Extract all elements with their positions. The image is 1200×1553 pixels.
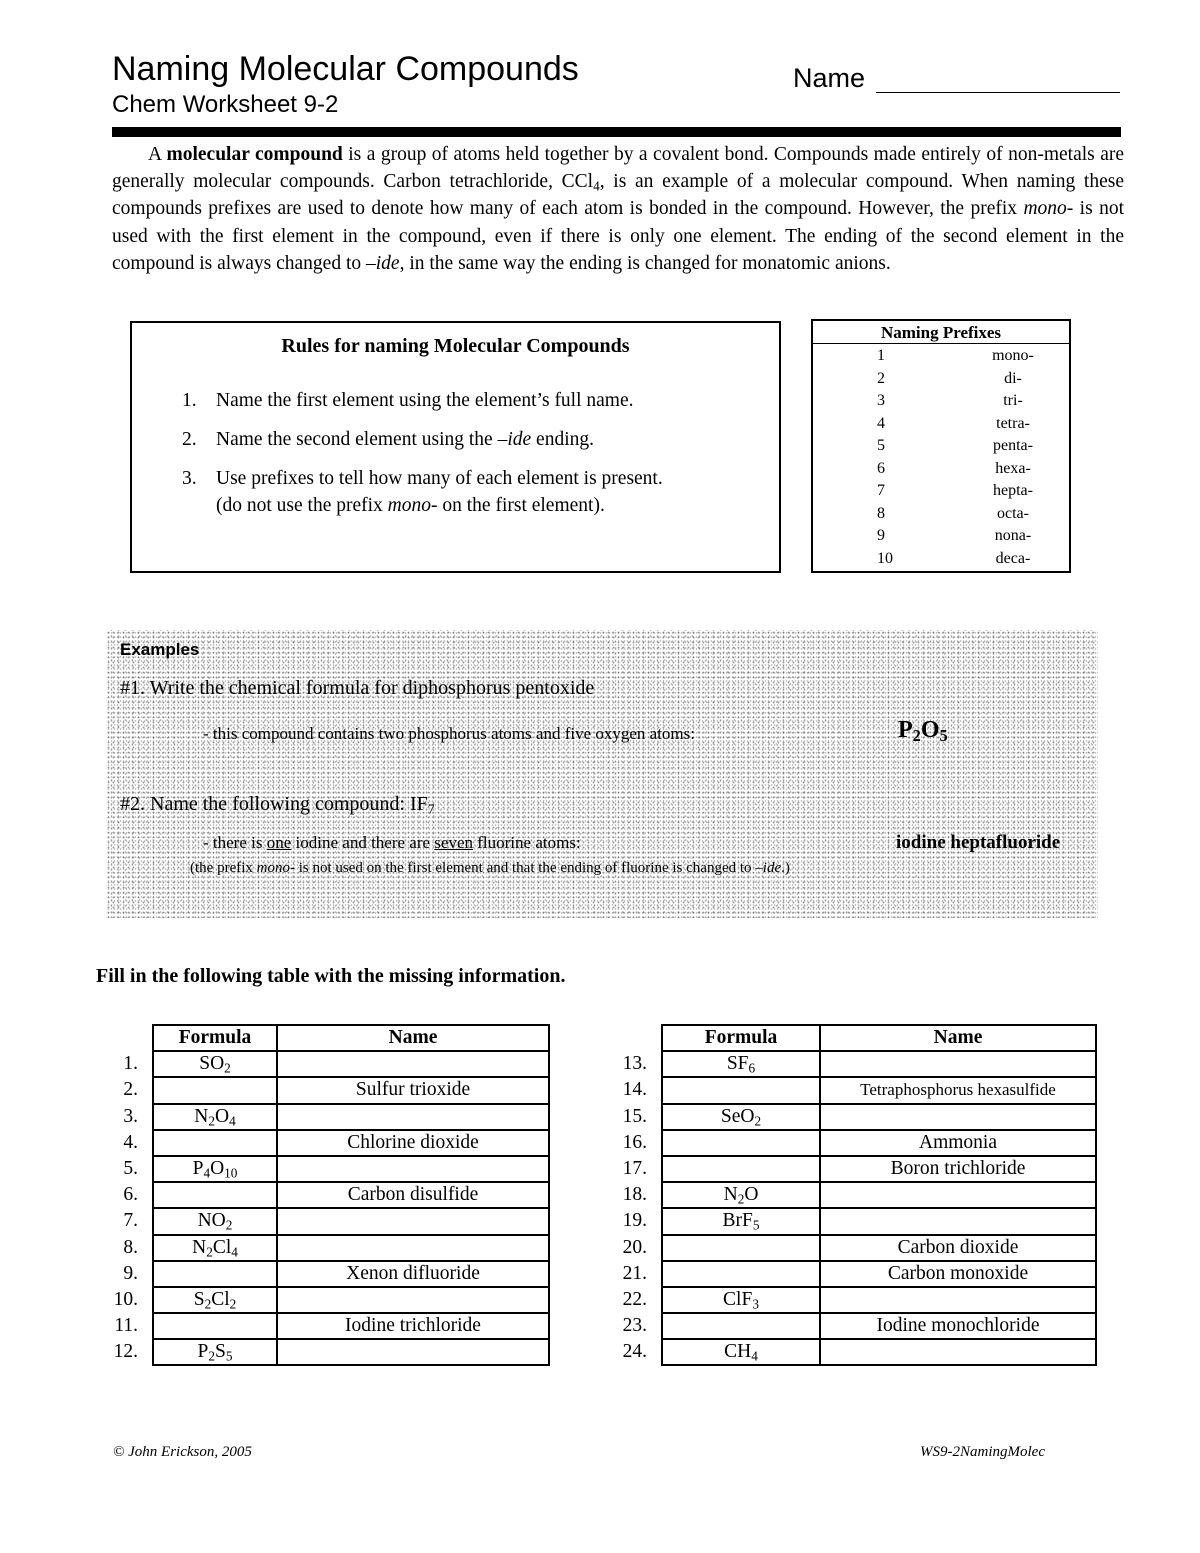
table-row — [100, 1235, 549, 1261]
row-number: 24. — [622, 1341, 647, 1363]
prefix-name: octa- — [997, 504, 1029, 522]
prefix-name: deca- — [995, 549, 1031, 567]
prefix-name: di- — [1004, 369, 1022, 387]
prefix-row — [813, 435, 1069, 458]
table-row — [600, 1313, 1096, 1339]
row-number: 8. — [123, 1236, 138, 1258]
note-italic: –ide — [755, 860, 782, 876]
rule-text: ending. — [531, 429, 594, 450]
table-row — [100, 1156, 549, 1182]
prefix-name: hepta- — [993, 482, 1033, 499]
name-cell: Iodine monochloride — [820, 1313, 1096, 1339]
name-cell[interactable] — [820, 1051, 1096, 1077]
name-cell[interactable] — [277, 1208, 549, 1234]
formula-cell[interactable] — [662, 1130, 820, 1156]
prefix-number: 2 — [877, 369, 885, 387]
table-row — [600, 1130, 1096, 1156]
note-text: .) — [781, 860, 790, 876]
prefix-name: tetra- — [996, 414, 1030, 432]
formula-header: Formula — [153, 1025, 277, 1051]
rule-number: 1. — [182, 390, 197, 411]
note-text: is not used on the first element and that the ending of fluorine is changed to — [294, 860, 756, 876]
answer-element: O — [920, 717, 940, 743]
name-cell[interactable] — [277, 1235, 549, 1261]
example-2-note — [190, 860, 790, 877]
rule-number: 3. — [182, 468, 197, 489]
formula-cell[interactable] — [153, 1077, 277, 1103]
formula-cell: $NO_2$ — [153, 1208, 277, 1234]
header-divider — [112, 127, 1121, 137]
prefix-row — [813, 525, 1069, 548]
rule-italic: –ide — [497, 429, 532, 450]
prefix-row — [813, 480, 1069, 503]
examples-panel — [106, 630, 1098, 918]
name-cell[interactable] — [820, 1104, 1096, 1130]
name-cell: Carbon dioxide — [820, 1235, 1096, 1261]
row-number: 14. — [622, 1079, 647, 1101]
name-cell[interactable] — [277, 1104, 549, 1130]
table-row — [600, 1156, 1096, 1182]
answer-subscript: 2 — [912, 726, 921, 746]
row-number: 7. — [123, 1210, 138, 1232]
table-row — [600, 1287, 1096, 1313]
formula-cell: ClF$_3$ — [662, 1287, 820, 1313]
name-cell: Chlorine dioxide — [277, 1130, 549, 1156]
row-number: 19. — [622, 1210, 647, 1232]
row-number: 18. — [622, 1184, 647, 1206]
prefix-row — [813, 368, 1069, 391]
page-title: Naming Molecular Compounds — [112, 50, 579, 88]
row-number: 6. — [123, 1184, 138, 1206]
name-cell[interactable] — [277, 1287, 549, 1313]
blank-header — [100, 1025, 153, 1051]
rule-text: (do not use the prefix — [216, 495, 388, 516]
table-row — [600, 1051, 1096, 1077]
formula-cell[interactable] — [662, 1313, 820, 1339]
formula-cell[interactable] — [662, 1077, 820, 1103]
formula-cell[interactable] — [153, 1313, 277, 1339]
name-cell: Boron trichloride — [820, 1156, 1096, 1182]
row-number: 2. — [123, 1079, 138, 1101]
fill-in-heading: Fill in the following table with the missing information. — [96, 965, 566, 987]
intro-text: is a group of atoms held together by a covalent bond. Compounds made entirely of non-metals are generally molecular compounds. Carbon tetrachloride, CCl — [112, 144, 1124, 193]
footer-document-id: WS9-2NamingMolec — [920, 1444, 1045, 1460]
table-row — [600, 1261, 1096, 1287]
prefix-name: penta- — [993, 437, 1033, 454]
row-number: 1. — [123, 1053, 138, 1075]
formula-cell: $SF_6$ — [662, 1051, 820, 1077]
name-cell: Ammonia — [820, 1130, 1096, 1156]
rule-item — [182, 387, 634, 414]
table-row — [100, 1261, 549, 1287]
intro-text: A — [148, 144, 167, 165]
name-blank-line[interactable] — [876, 92, 1120, 93]
prefix-number: 6 — [877, 459, 885, 477]
prefix-name: mono- — [992, 347, 1034, 364]
intro-text: is not used with the first element in the compound, even if there is only one element. The ending of the second element in the compound is always changed to — [112, 198, 1124, 274]
table-row — [100, 1339, 549, 1365]
table-row — [600, 1208, 1096, 1234]
prefix-row — [813, 413, 1069, 436]
row-number: 15. — [622, 1105, 647, 1127]
worksheet-table-left — [100, 1024, 550, 1366]
example-2-description — [203, 833, 581, 853]
table-row — [600, 1235, 1096, 1261]
prefix-number: 8 — [877, 504, 885, 522]
answer-subscript: 5 — [939, 726, 948, 746]
rules-heading: Rules for naming Molecular Compounds — [281, 335, 630, 357]
formula-cell: BrF$_5$ — [662, 1208, 820, 1234]
name-cell: Sulfur trioxide — [277, 1077, 549, 1103]
table-row — [100, 1287, 549, 1313]
formula-cell: $N_2O$ — [662, 1182, 820, 1208]
row-number: 5. — [123, 1158, 138, 1180]
formula-cell[interactable] — [153, 1130, 277, 1156]
prefix-number: 3 — [877, 392, 885, 409]
desc-underlined: one — [266, 833, 292, 852]
row-number: 23. — [622, 1315, 647, 1337]
prefix-row — [813, 345, 1069, 368]
footer-copyright: © John Erickson, 2005 — [113, 1444, 252, 1460]
prefix-name: nona- — [994, 527, 1032, 544]
name-cell[interactable] — [277, 1051, 549, 1077]
intro-text: , in the same way the ending is changed for monatomic anions. — [399, 252, 891, 274]
prefix-row — [813, 390, 1069, 413]
intro-text: , is an example of a molecular compound. When naming these compounds prefixes are used to denote how many of each atom is bonded in the compound. However, the prefix — [112, 171, 1124, 220]
table-row — [600, 1182, 1096, 1208]
rule-text: Name the second element using the — [216, 429, 498, 450]
naming-prefixes-box — [811, 319, 1071, 573]
formula-cell: $N_2O_4$ — [153, 1104, 277, 1130]
name-cell: Carbon disulfide — [277, 1182, 549, 1208]
prefix-name: tri- — [1003, 392, 1023, 409]
rule-text: on the first element). — [437, 495, 605, 516]
formula-cell[interactable] — [153, 1261, 277, 1287]
row-number: 13. — [622, 1053, 647, 1075]
rule-item — [182, 426, 594, 453]
answer-element: P — [898, 717, 913, 743]
table-row — [100, 1130, 549, 1156]
intro-subscript: 4 — [593, 178, 600, 194]
formula-cell: $S_2Cl_2$ — [153, 1287, 277, 1313]
prefix-name: hexa- — [995, 459, 1031, 477]
worksheet-table-right — [600, 1024, 1097, 1366]
row-number: 3. — [123, 1105, 138, 1127]
intro-paragraph — [112, 141, 1124, 277]
table-header-row — [600, 1025, 1096, 1051]
row-number: 17. — [622, 1158, 647, 1180]
desc-text: fluorine atoms: — [473, 833, 581, 852]
formula-header: Formula — [662, 1025, 820, 1051]
rule-text: Use prefixes to tell how many of each element is present. — [216, 468, 663, 489]
name-cell[interactable] — [820, 1339, 1096, 1365]
name-header: Name — [820, 1025, 1096, 1051]
rules-box — [130, 321, 781, 573]
row-number: 12. — [113, 1341, 138, 1363]
page-subtitle: Chem Worksheet 9-2 — [112, 91, 339, 118]
examples-label: Examples — [120, 640, 200, 659]
rule-continuation — [182, 492, 663, 519]
name-cell[interactable] — [820, 1287, 1096, 1313]
example-2-prompt-text: #2. Name the following compound: IF — [120, 793, 428, 815]
formula-cell: $CH_4$ — [662, 1339, 820, 1365]
example-1-description: - this compound contains two phosphorus atoms and five oxygen atoms: — [203, 724, 695, 743]
name-cell: Xenon difluoride — [277, 1261, 549, 1287]
formula-cell: SeO$_2$ — [662, 1104, 820, 1130]
table-row — [100, 1077, 549, 1103]
table-row — [100, 1208, 549, 1234]
name-cell[interactable] — [277, 1156, 549, 1182]
name-header: Name — [277, 1025, 549, 1051]
example-2-prompt — [120, 793, 435, 816]
example-1-prompt: #1. Write the chemical formula for diphosphorus pentoxide — [120, 677, 595, 699]
formula-cell: $P_2S_5$ — [153, 1339, 277, 1365]
table-row — [100, 1051, 549, 1077]
prefix-number: 7 — [877, 482, 885, 499]
name-cell: Iodine trichloride — [277, 1313, 549, 1339]
prefix-row — [813, 503, 1069, 526]
row-number: 4. — [123, 1131, 138, 1153]
prefix-number: 10 — [877, 549, 893, 567]
example-2-subscript: 7 — [427, 801, 435, 817]
name-cell[interactable] — [277, 1339, 549, 1365]
table-row — [100, 1104, 549, 1130]
note-text: (the prefix — [190, 860, 257, 876]
row-number: 11. — [114, 1315, 138, 1337]
formula-cell: $P_4O_{10}$ — [153, 1156, 277, 1182]
formula-cell[interactable] — [662, 1156, 820, 1182]
note-italic: mono- — [256, 860, 295, 876]
desc-text: - there is — [203, 833, 267, 852]
prefix-number: 4 — [877, 414, 885, 432]
table-row — [600, 1104, 1096, 1130]
table-header-row — [100, 1025, 549, 1051]
name-cell: Carbon monoxide — [820, 1261, 1096, 1287]
prefix-number: 9 — [877, 527, 885, 544]
row-number: 9. — [123, 1262, 138, 1284]
prefixes-heading: Naming Prefixes — [813, 321, 1069, 344]
prefix-number: 5 — [877, 437, 885, 454]
prefix-number: 1 — [877, 347, 885, 364]
desc-underlined: seven — [434, 833, 474, 852]
name-label: Name — [793, 63, 866, 93]
name-cell[interactable] — [820, 1208, 1096, 1234]
intro-italic: mono- — [1023, 198, 1074, 220]
table-row — [600, 1339, 1096, 1365]
row-number: 21. — [622, 1262, 647, 1284]
name-cell: Tetraphosphorus hexasulfide — [820, 1077, 1096, 1103]
formula-cell[interactable] — [662, 1261, 820, 1287]
rule-number: 2. — [182, 429, 197, 450]
formula-cell[interactable] — [153, 1182, 277, 1208]
row-number: 16. — [622, 1131, 647, 1153]
formula-cell: $SO_2$ — [153, 1051, 277, 1077]
rule-italic: mono- — [387, 495, 438, 516]
row-number: 10. — [113, 1288, 138, 1310]
name-cell[interactable] — [820, 1182, 1096, 1208]
prefix-row — [813, 548, 1069, 571]
intro-italic: –ide — [366, 252, 400, 274]
prefix-row — [813, 458, 1069, 481]
row-number: 20. — [622, 1236, 647, 1258]
example-2-answer: iodine heptafluoride — [896, 832, 1061, 853]
formula-cell: $N_2Cl_4$ — [153, 1235, 277, 1261]
blank-header — [600, 1025, 662, 1051]
table-row — [100, 1182, 549, 1208]
table-row — [100, 1313, 549, 1339]
example-1-answer — [898, 717, 948, 744]
table-row — [600, 1077, 1096, 1103]
rule-text: Name the first element using the element’s full name. — [216, 390, 634, 411]
row-number: 22. — [622, 1288, 647, 1310]
desc-text: iodine and there are — [291, 833, 435, 852]
rule-item — [182, 465, 663, 519]
formula-cell[interactable] — [662, 1235, 820, 1261]
intro-bold-term: molecular compound — [166, 144, 343, 165]
